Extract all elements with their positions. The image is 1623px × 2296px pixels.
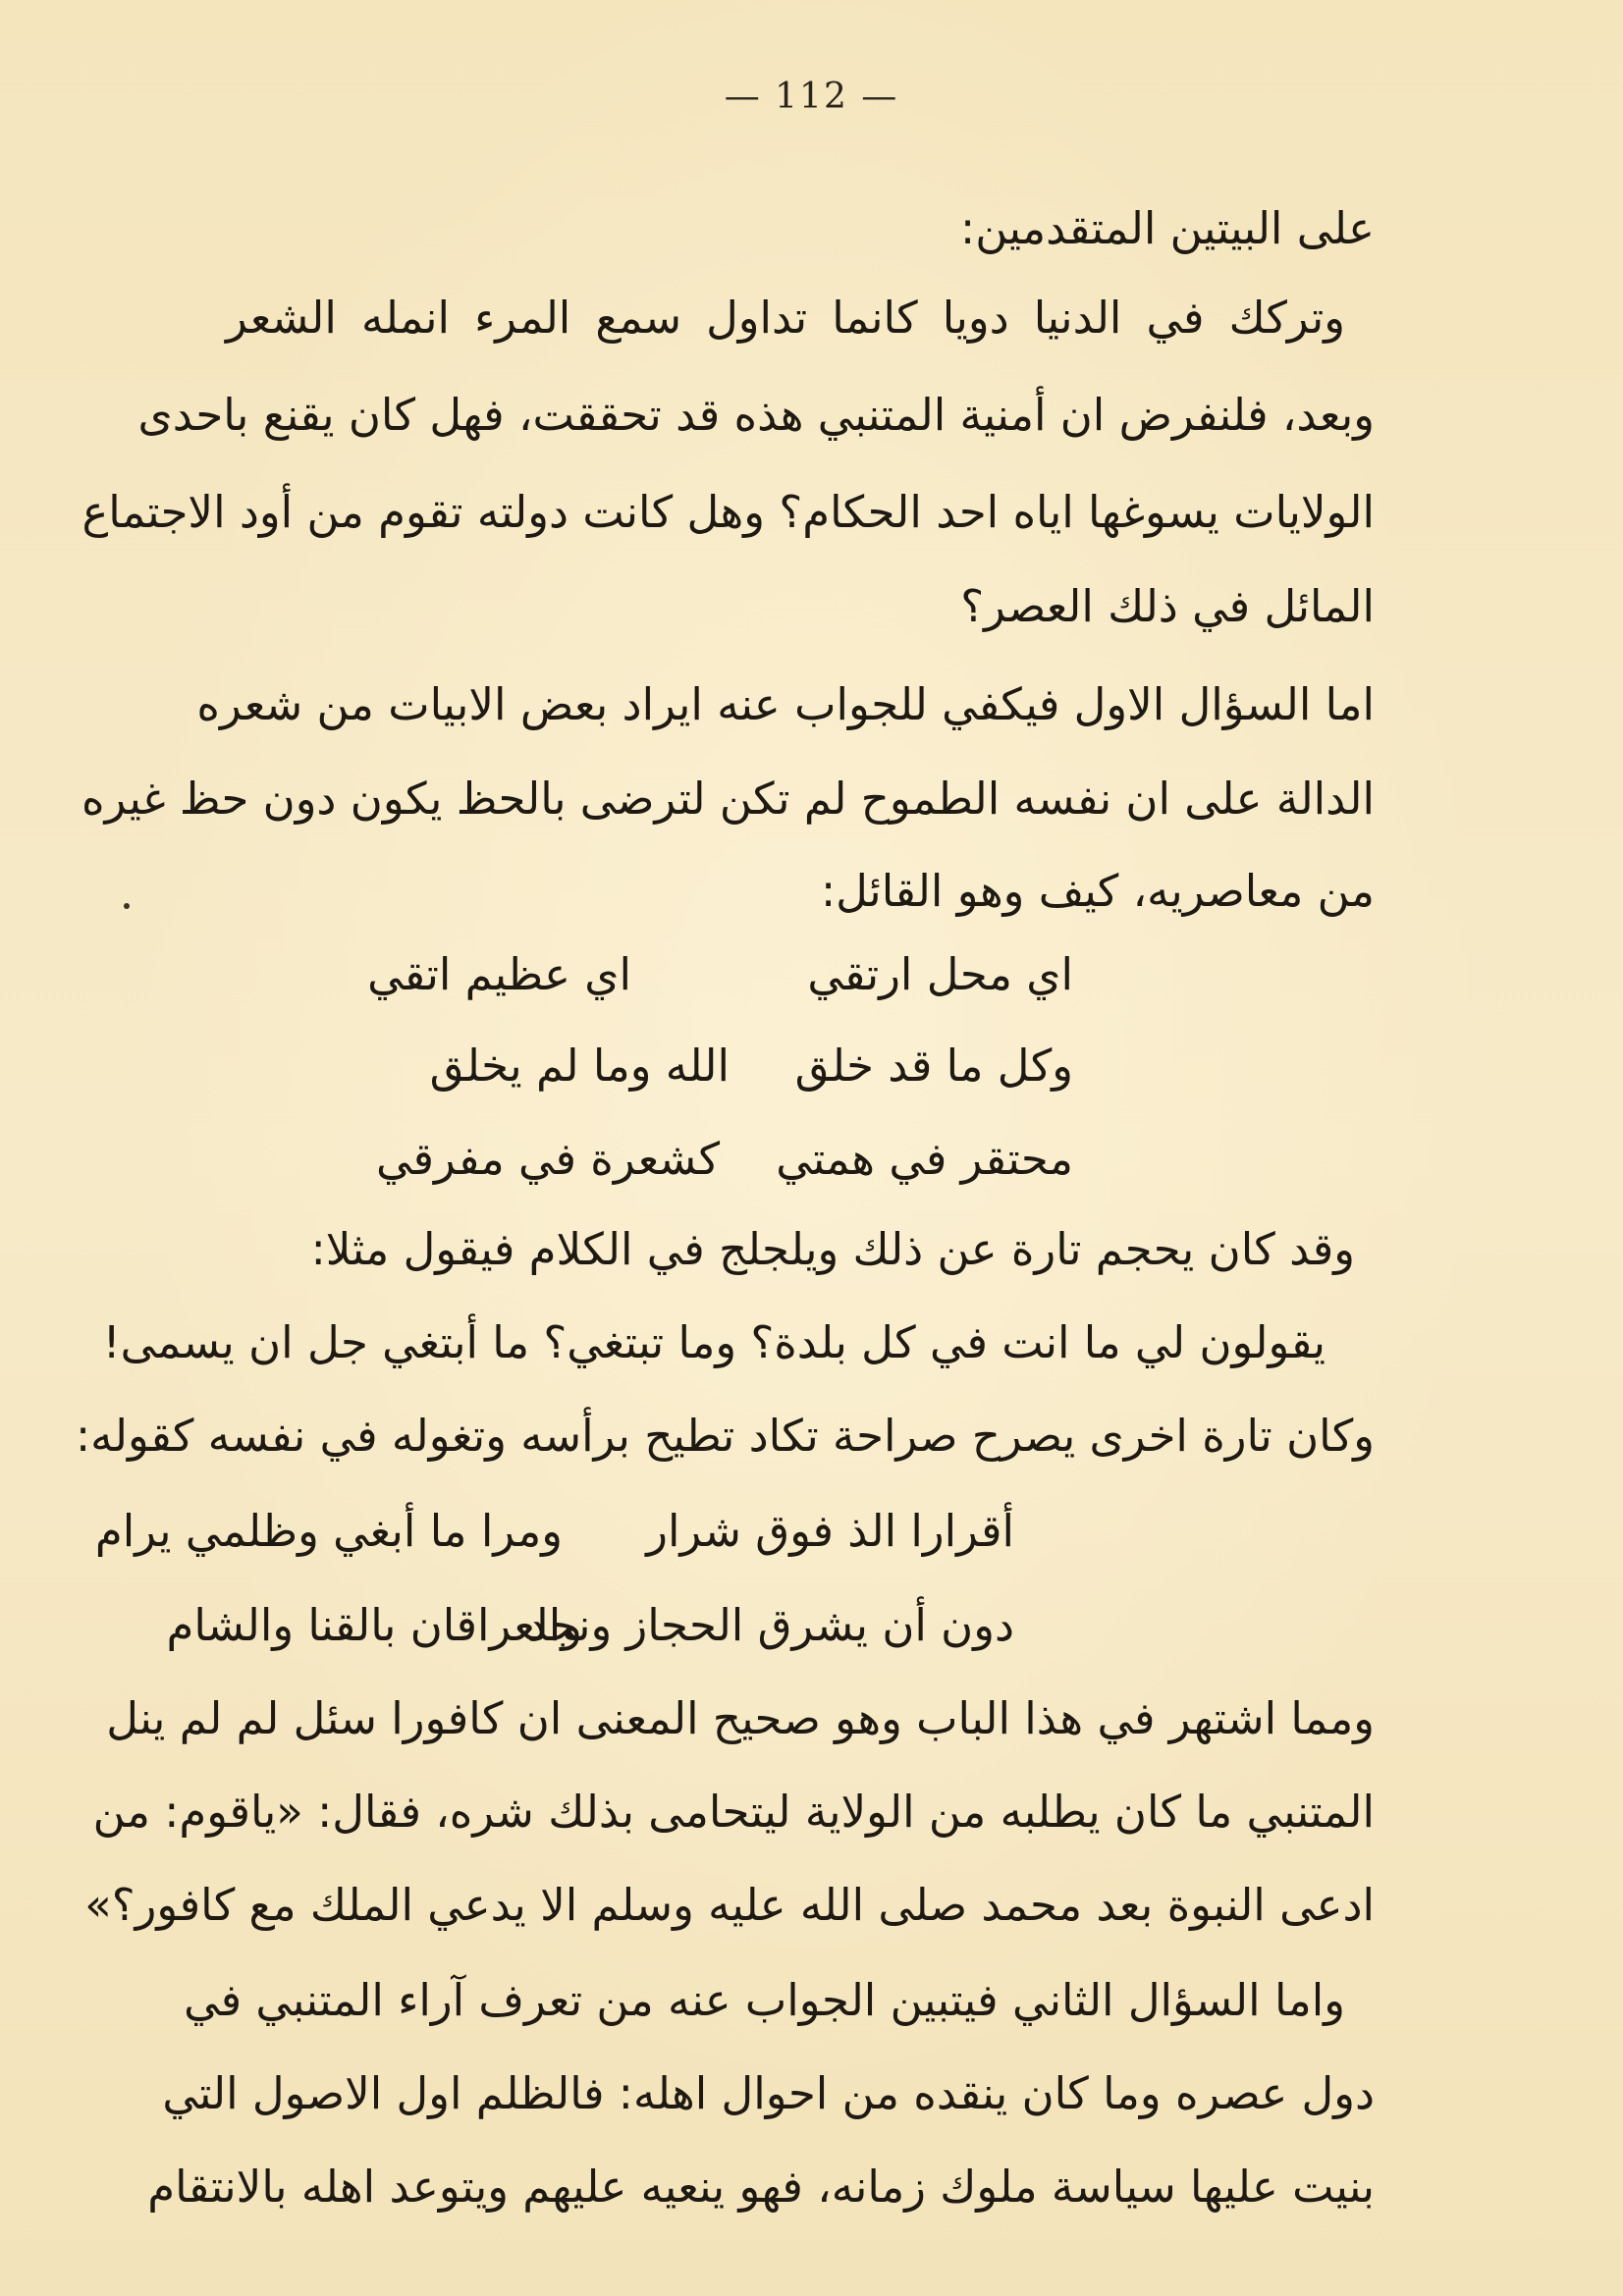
text-line: اما السؤال الاول فيكفي للجواب عنه ايراد بعض الابيات من شعره (196, 678, 1375, 730)
poem1-verse2-left: الله وما لم يخلق (429, 1040, 730, 1092)
text-line: المتنبي ما كان يطلبه من الولاية ليتحامى بذلك شره، فقال: «ياقوم: من (92, 1786, 1375, 1838)
text-line: الولايات يسوغها اياه احد الحكام؟ وهل كانت دولته تقوم من أود الاجتماع (81, 486, 1375, 538)
text-line: وبعد، فلنفرض ان أمنية المتنبي هذه قد تحققت، فهل كان يقنع باحدى (137, 389, 1375, 441)
poem1-verse3-right: محتقر في همتي (776, 1133, 1073, 1185)
text-line: ومما اشتهر في هذا الباب وهو صحيح المعنى ان كافورا سئل لم لم ينل (106, 1692, 1375, 1744)
poem2-verse1-right: أقرارا الذ فوق شرار (646, 1505, 1014, 1557)
poem1-verse2-right: وكل ما قد خلق (794, 1040, 1073, 1092)
text-line: المائل في ذلك العصر؟ (960, 580, 1375, 632)
text-line: دول عصره وما كان ينقده من احوال اهله: فالظلم اول الاصول التي (162, 2067, 1375, 2119)
verse-line: يقولون لي ما انت في كل بلدة؟ وما تبتغي؟ ما أبتغي جل ان يسمى! (102, 1316, 1325, 1368)
poem2-verse2-left: والعراقان بالقنا والشام (166, 1599, 582, 1651)
text-line: من معاصريه، كيف وهو القائل: (820, 865, 1375, 917)
text-line: وكان تارة اخرى يصرح صراحة تكاد تطيح برأسه وتغوله في نفسه كقوله: (75, 1410, 1375, 1462)
poem1-verse1-left: اي عظيم اتقي (367, 948, 631, 1000)
poem1-verse3-left: كشعرة في مفرقي (375, 1133, 720, 1185)
text-line: بنيت عليها سياسة ملوك زمانه، فهو ينعيه عليهم ويتوعد اهله بالانتقام (147, 2161, 1375, 2213)
text-line: على البيتين المتقدمين: (960, 202, 1375, 254)
ink-spot (124, 903, 130, 909)
text-line: وقد كان يحجم تارة عن ذلك ويلجلج في الكلام فيقول مثلا: (310, 1223, 1355, 1275)
text-line: واما السؤال الثاني فيتبين الجواب عنه من تعرف آراء المتنبي في (184, 1974, 1345, 2026)
text-line: ادعى النبوة بعد محمد صلى الله عليه وسلم الا يدعي الملك مع كافور؟» (84, 1879, 1375, 1931)
poem1-verse1-right: اي محل ارتقي (807, 948, 1073, 1000)
page-number: — 112 — (724, 77, 899, 117)
poem2-verse2-right: دون أن يشرق الحجاز ونجد (526, 1599, 1014, 1651)
verse-line: وتركك في الدنيا دويا كانما تداول سمع المرء انمله الشعر (226, 292, 1345, 344)
poem2-verse1-left: ومرا ما أبغي وظلمي يرام (94, 1505, 563, 1557)
text-line: الدالة على ان نفسه الطموح لم تكن لترضى بالحظ يكون دون حظ غيره (81, 773, 1375, 825)
